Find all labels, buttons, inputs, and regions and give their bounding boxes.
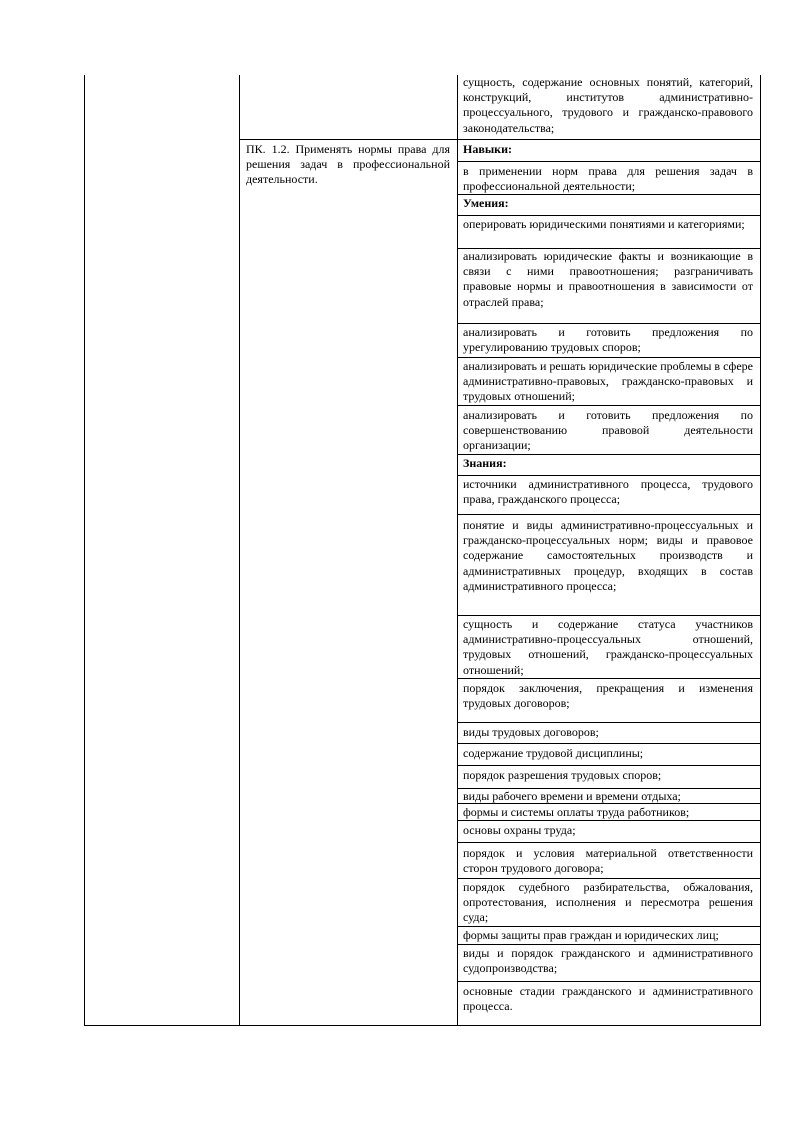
knowledge-item: понятие и виды административно-процессуальных и гражданско-процессуальных норм; виды и правовое содержание самостоятельных производств и административных процедур, входящих в состав административного процесса; [463, 518, 753, 593]
knowledge-item: формы защиты прав граждан и юридических лиц; [463, 928, 719, 942]
row-divider [239, 139, 761, 140]
knowledge-item: порядок разрешения трудовых споров; [463, 768, 662, 782]
knowledge-item: виды трудовых договоров; [463, 725, 599, 739]
cell-divider [458, 722, 760, 723]
cell-divider [458, 405, 760, 406]
knowledge-item: порядок и условия материальной ответственности сторон трудового договора; [463, 846, 753, 876]
cell-divider [458, 981, 760, 982]
competency-title: ПК. 1.2. Применять нормы права для решения задач в профессиональной деятельности. [246, 142, 450, 187]
table-border-left [84, 75, 85, 1026]
skill-item: в применении норм права для решения задач в профессиональной деятельности; [463, 164, 753, 194]
knowledge-continuation: сущность, содержание основных понятий, категорий, конструкций, институтов административно-процессуального, трудового и гражданско-правового законодательства; [463, 75, 753, 135]
cell-divider [458, 514, 760, 515]
cell-divider [458, 161, 760, 162]
abilities-heading: Умения: [463, 196, 509, 210]
table-border-right [760, 75, 761, 1026]
ability-item: анализировать и готовить предложения по совершенствованию правовой деятельности организации; [463, 408, 753, 453]
column-divider-2 [457, 75, 458, 1026]
cell-divider [458, 878, 760, 879]
cell-divider [458, 475, 760, 476]
cell-divider [458, 678, 760, 679]
cell-divider [458, 926, 760, 927]
cell-divider [458, 215, 760, 216]
knowledge-item: порядок заключения, прекращения и изменения трудовых договоров; [463, 681, 753, 711]
ability-item: анализировать и готовить предложения по урегулированию трудовых споров; [463, 325, 753, 355]
knowledge-heading: Знания: [463, 456, 507, 470]
cell-divider [458, 357, 760, 358]
cell-divider [458, 842, 760, 843]
knowledge-item: источники административного процесса, трудового права, гражданского процесса; [463, 477, 753, 507]
knowledge-item: виды и порядок гражданского и административного судопроизводства; [463, 946, 753, 976]
ability-item: оперировать юридическими понятиями и категориями; [463, 217, 745, 231]
knowledge-item: основные стадии гражданского и административного процесса. [463, 984, 753, 1014]
knowledge-item: основы охраны труда; [463, 823, 576, 837]
table-border-bottom [84, 1025, 761, 1026]
cell-divider [458, 765, 760, 766]
cell-divider [458, 615, 760, 616]
knowledge-item: сущность и содержание статуса участников административно-процессуальных отношений, трудовых отношений, гражданско-процессуальных отношений; [463, 617, 753, 677]
cell-divider [458, 743, 760, 744]
ability-item: анализировать юридические факты и возникающие в связи с ними правоотношения; разграничивать правовые нормы и правоотношения в зависимости от отраслей права; [463, 249, 753, 309]
cell-divider [458, 454, 760, 455]
cell-divider [458, 323, 760, 324]
cell-divider [458, 944, 760, 945]
knowledge-item: порядок судебного разбирательства, обжалования, опротестования, исполнения и пересмотра решения суда; [463, 880, 753, 925]
knowledge-item: формы и системы оплаты труда работников; [463, 805, 690, 819]
knowledge-item: виды рабочего времени и времени отдыха; [463, 789, 681, 803]
column-divider-1 [239, 75, 240, 1026]
ability-item: анализировать и решать юридические проблемы в сфере административно-правовых, гражданско-правовых и трудовых отношений; [463, 359, 753, 404]
knowledge-item: содержание трудовой дисциплины; [463, 746, 644, 760]
skills-heading: Навыки: [463, 142, 513, 156]
